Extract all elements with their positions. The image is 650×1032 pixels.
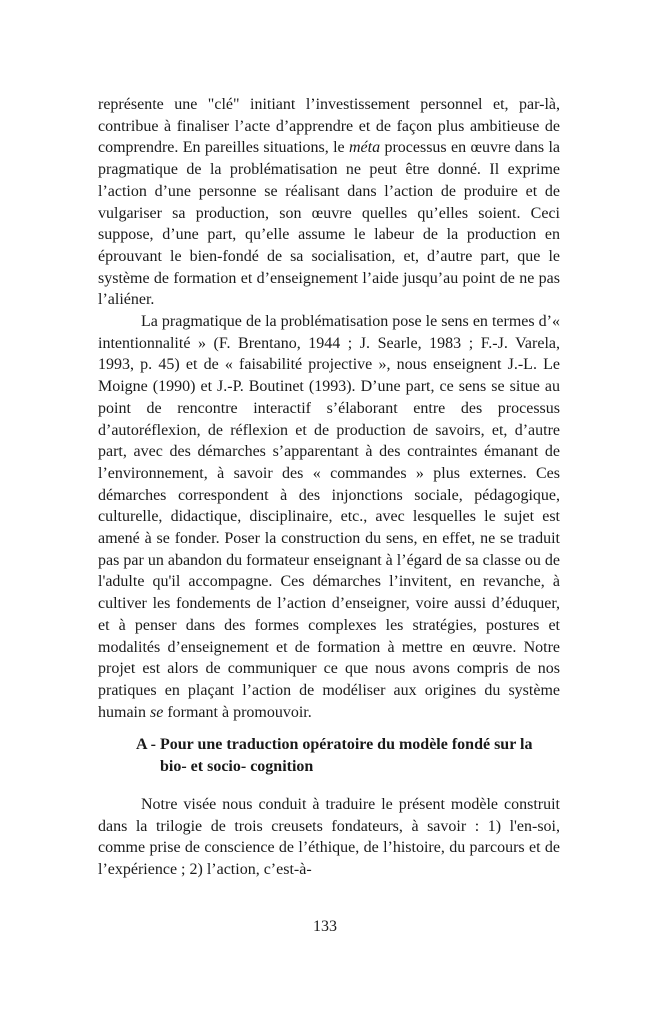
paragraph-2-text-a: La pragmatique de la problématisation pose le sens en termes d’« intentionnalité » (F. Brentano, 1944 ; J. Searle, 1983 ; F.-J. Varela, 1993, p. 45) et de « faisabilité projective », nous enseignent J.-L. Le Moigne (1990) et J.-P. Boutinet (1993). D’une part, ce sens se situe au point de rencontre interactif s’élaborant entre des processus d’autoréflexion, de réflexion et de production de savoirs, et, d’autre part, avec des démarches s’apparentant à des contraintes émanant de l’environnement, à savoir des « commandes » plus externes. Ces démarches correspondent à des injonctions sociale, pédagogique, culturelle, didactique, disciplinaire, etc., avec lesquelles le sujet est amené à se fonder. Poser la construction du sens, en effet, ne se traduit pas par un abandon du formateur enseignant à l’égard de sa classe ou de l'adulte qu'il accompagne. Ces démarches l’invitent, en revanche, à cultiver les fondements de l’action d’enseigner, voire aussi d’éduquer, et à penser dans des formes complexes les stratégies, postures et modalités d’enseignement et de formation à mettre en œuvre. Notre projet est alors de communiquer ce que nous avons compris de nos pratiques en plaçant l’action de modéliser aux origines du système humain [98,313,560,721]
document-page [98,94,560,881]
page-number: 133 [313,918,337,935]
paragraph-3: Notre visée nous conduit à traduire le présent modèle construit dans la trilogie de trois creusets fondateurs, à savoir : 1) l'en-soi, comme prise de conscience de l’éthique, de l’histoire, du parcours et de l’expérience ; 2) l’action, c’est-à- [98,795,560,878]
paragraph-2-text-b: formant à promouvoir. [163,703,312,721]
paragraph-2-emphasis: se [150,703,164,721]
paragraph-1-text-a: représente une "clé" initiant l’investissement personnel et, par-là, contribue à finaliser l’acte d’apprendre et de façon plus ambitieuse de comprendre. En pareilles situations, le [98,96,560,157]
paragraph-1-emphasis: méta [348,139,381,157]
paragraph-1-text-b: processus en œuvre dans la pragmatique de la problématisation ne peut être donné. Il exprime l’action d’une personne se réalisant dans l’action de produire et de vulgariser sa production, son œuvre quelles qu’elles soient. Ceci suppose, d’une part, qu’elle assume le labeur de la production en éprouvant le bien-fondé de sa socialisation, et, d’autre part, que le système de formation et d’enseignement l’aide jusqu’au point de ne pas l’aliéner. [98,139,560,309]
section-heading: A - Pour une traduction opératoire du modèle fondé sur la bio- et socio- cognition [136,736,533,776]
paragraph-1 [98,94,560,311]
paragraph-2 [98,311,560,723]
